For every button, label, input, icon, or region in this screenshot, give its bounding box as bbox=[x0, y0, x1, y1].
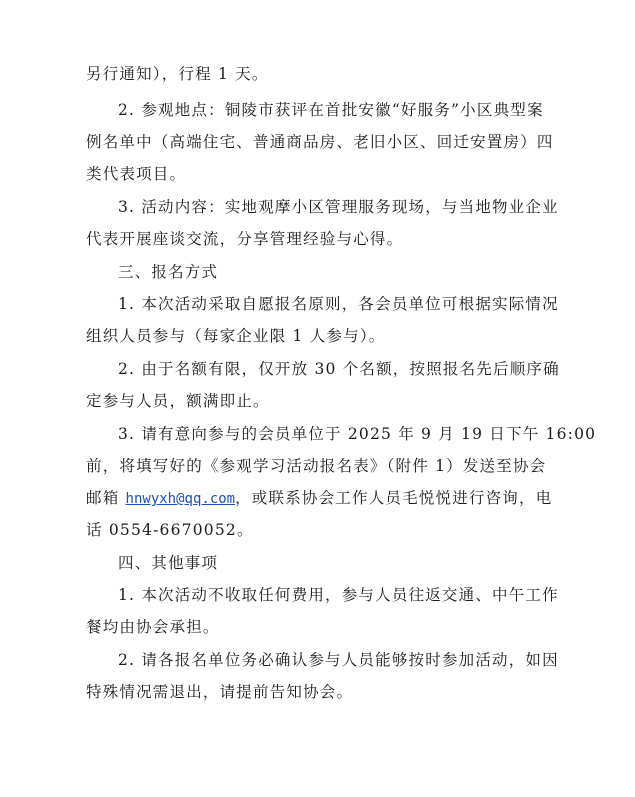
text-line: 3. 请有意向参与的会员单位于 2025 年 9 月 19 日下午 16:00 bbox=[118, 425, 597, 443]
text-line: 特殊情况需退出，请提前告知协会。 bbox=[86, 683, 354, 701]
text-line: 类代表项目。 bbox=[86, 165, 187, 183]
text-line: 例名单中（高端住宅、普通商品房、老旧小区、回迁安置房）四 bbox=[86, 133, 554, 151]
text-line: 前，将填写好的《参观学习活动报名表》（附件 1）发送至协会 bbox=[86, 457, 547, 475]
text-line: 2. 由于名额有限，仅开放 30 个名额，按照报名先后顺序确 bbox=[118, 360, 560, 378]
text-line: 2. 参观地点：铜陵市获评在首批安徽“好服务”小区典型案 bbox=[118, 101, 544, 119]
text-line: 2. 请各报名单位务必确认参与人员能够按时参加活动，如因 bbox=[118, 651, 559, 669]
section-heading: 三、报名方式 bbox=[118, 263, 219, 281]
text-line: 组织人员参与（每家企业限 1 人参与）。 bbox=[86, 327, 386, 345]
text-line: 另行通知），行程 1 天。 bbox=[86, 65, 269, 83]
text-line-with-email bbox=[86, 488, 552, 509]
text-line: 3. 活动内容：实地观摩小区管理服务现场，与当地物业企业 bbox=[118, 198, 559, 216]
text-line: 餐均由协会承担。 bbox=[86, 618, 220, 636]
email-prefix: 邮箱 bbox=[86, 489, 126, 507]
email-suffix: ，或联系协会工作人员毛悦悦进行咨询，电 bbox=[235, 489, 553, 507]
text-line: 1. 本次活动采取自愿报名原则，各会员单位可根据实际情况 bbox=[118, 295, 559, 313]
text-line: 定参与人员，额满即止。 bbox=[86, 392, 270, 410]
text-line: 话 0554-6670052。 bbox=[86, 521, 254, 539]
email-link[interactable]: hnwyxh@qq.com bbox=[125, 491, 236, 507]
text-line: 1. 本次活动不收取任何费用，参与人员往返交通、中午工作 bbox=[118, 586, 559, 604]
text-line: 代表开展座谈交流，分享管理经验与心得。 bbox=[86, 230, 404, 248]
section-heading: 四、其他事项 bbox=[118, 554, 219, 572]
